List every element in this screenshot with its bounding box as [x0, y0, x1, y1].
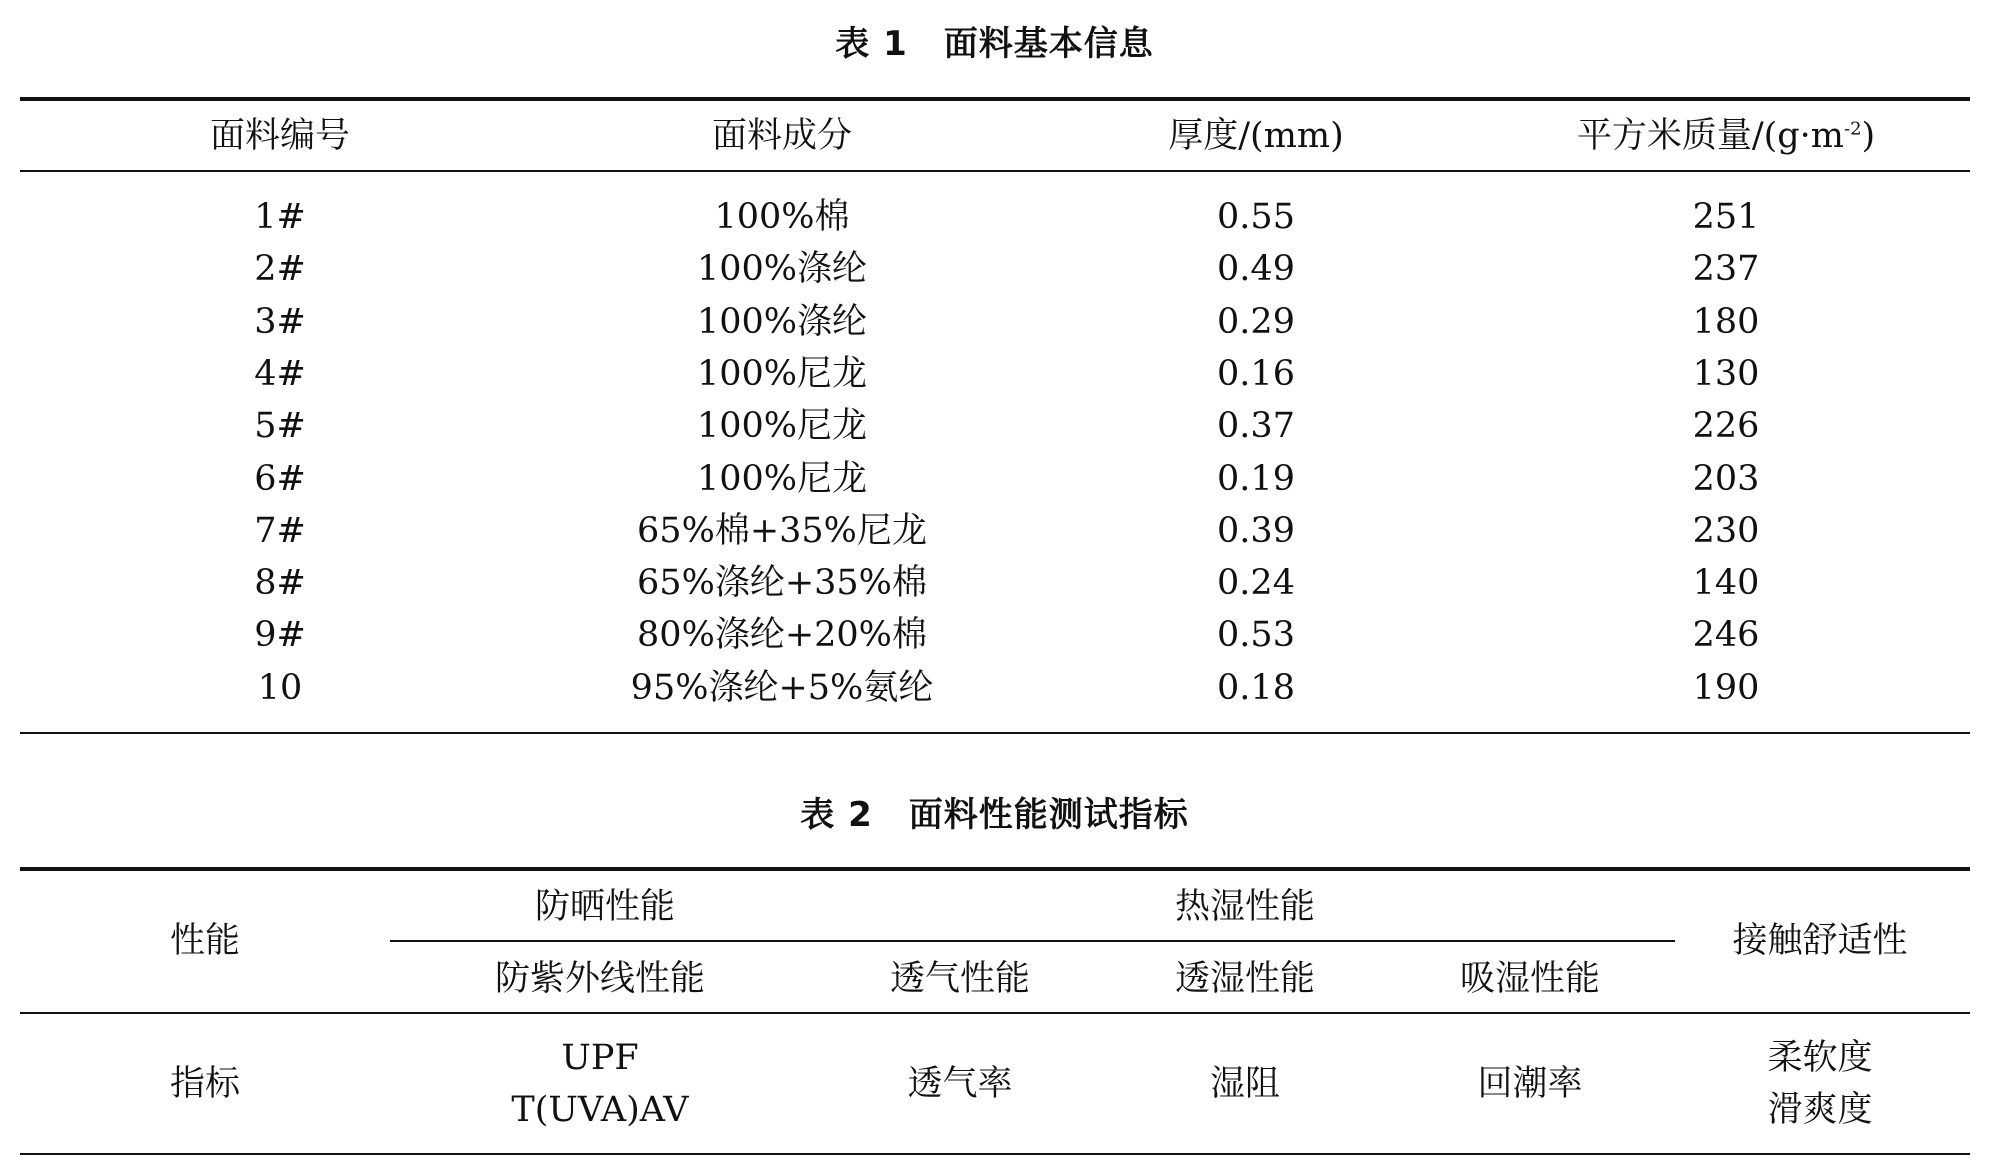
cell-fabric-weight: 140: [1692, 563, 1760, 603]
cell-fabric-thickness: 0.53: [1217, 615, 1295, 655]
cell-fabric-weight: 226: [1692, 406, 1760, 446]
table1-caption-number: 表 1: [835, 24, 908, 64]
cell-fabric-id: 9#: [254, 615, 306, 655]
cell-fabric-composition: 100%尼龙: [696, 354, 868, 394]
cell-fabric-thickness: 0.37: [1217, 406, 1295, 446]
table1-bottom-rule: [20, 732, 1970, 734]
cell-fabric-thickness: 0.19: [1217, 459, 1295, 499]
table1-header-weight: 平方米质量$/(g\cdot m^{-2})$: [1576, 116, 1876, 156]
cell-fabric-id: 3#: [254, 302, 306, 342]
cell-fabric-weight: 237: [1692, 249, 1760, 289]
table2-index-smoothness: 滑爽度: [1767, 1090, 1873, 1130]
cell-fabric-id: 8#: [254, 563, 306, 603]
table1-caption-title: 面料基本信息: [943, 24, 1154, 64]
cell-fabric-thickness: 0.39: [1217, 511, 1295, 551]
table2-caption-number: 表 2: [800, 795, 873, 835]
table1-caption: [0, 22, 1989, 66]
table2-bottom-rule: [20, 1153, 1970, 1155]
cell-fabric-composition: 95%涤纶+5%氨纶: [630, 668, 934, 708]
table2-caption: [0, 793, 1989, 837]
table2-index-air-permeability: 透气率: [907, 1064, 1013, 1104]
table2-sub-air: 透气性能: [889, 959, 1030, 999]
table1-header-thickness: 厚度/(mm): [1168, 116, 1344, 156]
table2-group-rule: [390, 940, 1675, 942]
cell-fabric-id: 7#: [254, 511, 306, 551]
cell-fabric-weight: 190: [1692, 668, 1760, 708]
table2-group-contact-comfort: 接触舒适性: [1732, 921, 1908, 961]
cell-fabric-id: 1#: [254, 197, 306, 237]
table2-index-moisture-regain: 回潮率: [1477, 1064, 1583, 1104]
cell-fabric-id: 2#: [254, 249, 306, 289]
table2-top-rule: [20, 867, 1970, 871]
cell-fabric-id: 10: [257, 668, 303, 708]
cell-fabric-weight: 130: [1692, 354, 1760, 394]
cell-fabric-composition: 65%涤纶+35%棉: [637, 563, 927, 603]
cell-fabric-weight: 230: [1692, 511, 1760, 551]
cell-fabric-id: 4#: [254, 354, 306, 394]
table1-top-rule: [20, 97, 1970, 101]
cell-fabric-weight: 180: [1692, 302, 1760, 342]
cell-fabric-composition: 80%涤纶+20%棉: [637, 615, 927, 655]
cell-fabric-thickness: 0.16: [1217, 354, 1295, 394]
cell-fabric-composition: 100%尼龙: [696, 459, 868, 499]
cell-fabric-thickness: 0.29: [1217, 302, 1295, 342]
table2-sub-moisture: 透湿性能: [1174, 959, 1315, 999]
cell-fabric-weight: 203: [1692, 459, 1760, 499]
table2-index-softness: 柔软度: [1767, 1038, 1873, 1078]
table2-header-rule: [20, 1012, 1970, 1014]
table2-index-tuva: T(UVA)AV: [511, 1090, 689, 1130]
table2-label-performance: 性能: [169, 921, 240, 961]
table2-index-moisture-resistance: 湿阻: [1209, 1064, 1280, 1104]
cell-fabric-thickness: 0.49: [1217, 249, 1295, 289]
table2-sub-absorb: 吸湿性能: [1459, 959, 1600, 999]
cell-fabric-thickness: 0.55: [1217, 197, 1295, 237]
table1-header-rule: [20, 170, 1970, 172]
cell-fabric-composition: 65%棉+35%尼龙: [637, 511, 927, 551]
table2-caption-title: 面料性能测试指标: [908, 795, 1189, 835]
cell-fabric-composition: 100%棉: [714, 197, 850, 237]
cell-fabric-weight: 251: [1692, 197, 1760, 237]
cell-fabric-weight: 246: [1692, 615, 1760, 655]
cell-fabric-thickness: 0.24: [1217, 563, 1295, 603]
table2-group-sun-protection: 防晒性能: [534, 887, 675, 927]
cell-fabric-composition: 100%尼龙: [696, 406, 868, 446]
cell-fabric-thickness: 0.18: [1217, 668, 1295, 708]
table1-header-composition: 面料成分: [711, 116, 852, 156]
table2-sub-uv: 防紫外线性能: [494, 959, 705, 999]
table1-header-id: 面料编号: [209, 116, 350, 156]
cell-fabric-composition: 100%涤纶: [696, 249, 868, 289]
table2-group-thermal-moisture: 热湿性能: [1174, 887, 1315, 927]
cell-fabric-id: 6#: [254, 459, 306, 499]
table2-index-upf: UPF: [561, 1038, 639, 1078]
cell-fabric-id: 5#: [254, 406, 306, 446]
cell-fabric-composition: 100%涤纶: [696, 302, 868, 342]
table2-label-index: 指标: [169, 1064, 240, 1104]
